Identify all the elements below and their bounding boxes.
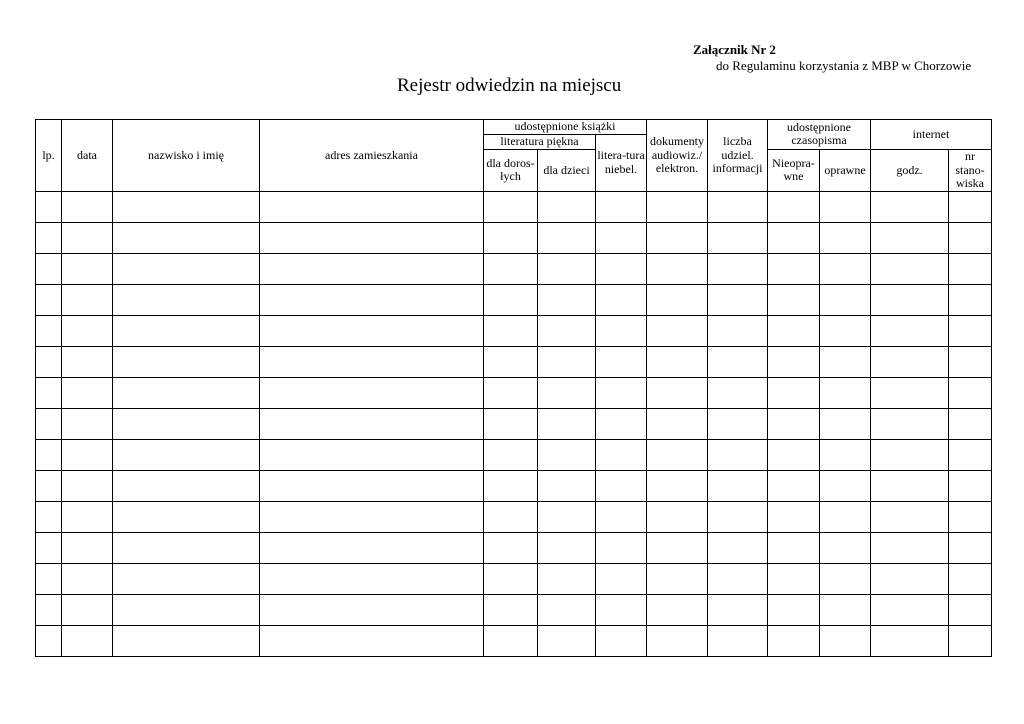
table-cell: [538, 316, 596, 347]
table-row: [36, 533, 992, 564]
table-cell: [647, 471, 708, 502]
table-cell: [484, 409, 538, 440]
table-cell: [768, 316, 820, 347]
table-cell: [768, 254, 820, 285]
table-cell: [708, 409, 768, 440]
table-cell: [36, 223, 62, 254]
table-cell: [708, 316, 768, 347]
table-cell: [949, 254, 992, 285]
table-cell: [36, 192, 62, 223]
table-cell: [260, 378, 484, 409]
table-cell: [484, 192, 538, 223]
table-cell: [708, 285, 768, 316]
table-cell: [484, 347, 538, 378]
table-cell: [62, 564, 113, 595]
table-cell: [949, 471, 992, 502]
table-cell: [949, 440, 992, 471]
table-cell: [538, 533, 596, 564]
table-cell: [949, 223, 992, 254]
table-cell: [647, 440, 708, 471]
table-cell: [538, 378, 596, 409]
table-cell: [647, 595, 708, 626]
table-cell: [768, 192, 820, 223]
table-cell: [768, 626, 820, 657]
table-cell: [871, 285, 949, 316]
table-cell: [113, 502, 260, 533]
table-cell: [36, 471, 62, 502]
table-cell: [871, 471, 949, 502]
table-cell: [708, 533, 768, 564]
table-cell: [647, 192, 708, 223]
header-subgroup-literatura: literatura piękna: [484, 135, 596, 150]
table-row: [36, 223, 992, 254]
table-cell: [484, 533, 538, 564]
table-cell: [949, 533, 992, 564]
table-cell: [36, 564, 62, 595]
table-cell: [596, 378, 647, 409]
table-cell: [596, 564, 647, 595]
table-cell: [647, 316, 708, 347]
header-niebel: litera-tura niebel.: [596, 135, 647, 192]
table-cell: [820, 595, 871, 626]
table-row: [36, 502, 992, 533]
table-cell: [820, 440, 871, 471]
table-cell: [820, 223, 871, 254]
table-cell: [647, 502, 708, 533]
table-cell: [949, 595, 992, 626]
table-cell: [768, 409, 820, 440]
table-cell: [647, 409, 708, 440]
table-cell: [62, 223, 113, 254]
table-cell: [36, 347, 62, 378]
table-cell: [260, 564, 484, 595]
table-cell: [820, 471, 871, 502]
table-cell: [768, 378, 820, 409]
header-nieoprawne: Nieopra-wne: [768, 149, 820, 191]
table-cell: [538, 502, 596, 533]
table-cell: [820, 285, 871, 316]
table-cell: [820, 347, 871, 378]
table-row: [36, 192, 992, 223]
table-cell: [596, 254, 647, 285]
table-cell: [596, 533, 647, 564]
table-cell: [820, 409, 871, 440]
visit-register-table: [35, 119, 992, 657]
table-cell: [36, 502, 62, 533]
table-cell: [596, 223, 647, 254]
header-godz: godz.: [871, 149, 949, 191]
header-lp: lp.: [36, 120, 62, 192]
table-cell: [949, 378, 992, 409]
table-cell: [113, 440, 260, 471]
annex-subtitle: do Regulaminu korzystania z MBP w Chorzowie: [716, 58, 972, 73]
table-cell: [260, 440, 484, 471]
table-cell: [260, 254, 484, 285]
table-cell: [36, 316, 62, 347]
table-cell: [484, 502, 538, 533]
table-cell: [36, 285, 62, 316]
header-group-internet: internet: [871, 120, 992, 150]
table-row: [36, 409, 992, 440]
table-cell: [596, 316, 647, 347]
table-row: [36, 347, 992, 378]
table-cell: [484, 254, 538, 285]
header-group-ksiazki: udostępnione książki: [484, 120, 647, 135]
table-cell: [949, 192, 992, 223]
table-cell: [871, 502, 949, 533]
table-cell: [113, 347, 260, 378]
table-cell: [62, 440, 113, 471]
table-cell: [949, 564, 992, 595]
table-cell: [768, 285, 820, 316]
table-cell: [596, 626, 647, 657]
table-cell: [708, 347, 768, 378]
table-cell: [596, 471, 647, 502]
table-cell: [484, 285, 538, 316]
table-cell: [820, 502, 871, 533]
header-oprawne: oprawne: [820, 149, 871, 191]
table-cell: [538, 440, 596, 471]
table-cell: [708, 564, 768, 595]
table-cell: [538, 471, 596, 502]
table-cell: [62, 471, 113, 502]
annex-title: Załącznik Nr 2: [693, 42, 776, 57]
table-cell: [113, 626, 260, 657]
table-cell: [708, 378, 768, 409]
table-cell: [113, 595, 260, 626]
table-cell: [596, 192, 647, 223]
table-cell: [768, 502, 820, 533]
table-cell: [871, 378, 949, 409]
table-cell: [708, 626, 768, 657]
header-nazwisko: nazwisko i imię: [113, 120, 260, 192]
table-cell: [62, 502, 113, 533]
table-cell: [596, 347, 647, 378]
table-cell: [768, 440, 820, 471]
table-cell: [708, 595, 768, 626]
table-cell: [62, 192, 113, 223]
table-cell: [36, 254, 62, 285]
table-cell: [260, 285, 484, 316]
table-cell: [949, 285, 992, 316]
table-cell: [260, 533, 484, 564]
table-cell: [538, 347, 596, 378]
table-cell: [260, 626, 484, 657]
header-dorosli: dla doros-łych: [484, 149, 538, 191]
table-cell: [62, 254, 113, 285]
table-cell: [484, 595, 538, 626]
table-cell: [484, 316, 538, 347]
table-cell: [538, 564, 596, 595]
table-cell: [768, 347, 820, 378]
table-cell: [871, 316, 949, 347]
table-cell: [113, 533, 260, 564]
table-cell: [768, 595, 820, 626]
table-cell: [62, 316, 113, 347]
header-dokumenty: dokumenty audiowiz./ elektron.: [647, 120, 708, 192]
header-adres: adres zamieszkania: [260, 120, 484, 192]
table-cell: [484, 440, 538, 471]
table-cell: [36, 626, 62, 657]
table-cell: [820, 254, 871, 285]
register-body: [36, 192, 992, 657]
table-row: [36, 316, 992, 347]
table-cell: [538, 626, 596, 657]
table-cell: [871, 595, 949, 626]
table-cell: [871, 347, 949, 378]
header-data: data: [62, 120, 113, 192]
table-cell: [113, 254, 260, 285]
table-cell: [62, 533, 113, 564]
table-cell: [647, 378, 708, 409]
table-row: [36, 626, 992, 657]
table-cell: [260, 409, 484, 440]
table-cell: [647, 254, 708, 285]
table-cell: [538, 192, 596, 223]
table-cell: [647, 533, 708, 564]
table-row: [36, 378, 992, 409]
table-cell: [484, 223, 538, 254]
table-cell: [708, 502, 768, 533]
table-cell: [596, 285, 647, 316]
table-cell: [871, 192, 949, 223]
table-cell: [113, 316, 260, 347]
table-cell: [647, 223, 708, 254]
table-cell: [538, 595, 596, 626]
table-cell: [768, 533, 820, 564]
table-cell: [768, 564, 820, 595]
table-cell: [820, 626, 871, 657]
table-cell: [538, 285, 596, 316]
header-group-czasopisma: udostępnione czasopisma: [768, 120, 871, 150]
table-cell: [260, 595, 484, 626]
table-cell: [260, 471, 484, 502]
table-cell: [62, 347, 113, 378]
table-cell: [113, 192, 260, 223]
table-cell: [260, 223, 484, 254]
table-cell: [538, 254, 596, 285]
table-row: [36, 254, 992, 285]
table-row: [36, 564, 992, 595]
table-cell: [596, 502, 647, 533]
table-row: [36, 285, 992, 316]
table-cell: [484, 378, 538, 409]
table-cell: [260, 347, 484, 378]
table-cell: [260, 192, 484, 223]
table-cell: [484, 564, 538, 595]
table-cell: [484, 626, 538, 657]
table-cell: [871, 533, 949, 564]
header-dzieci: dla dzieci: [538, 149, 596, 191]
table-cell: [871, 626, 949, 657]
table-cell: [820, 533, 871, 564]
table-cell: [113, 471, 260, 502]
table-row: [36, 595, 992, 626]
table-cell: [62, 285, 113, 316]
table-cell: [113, 285, 260, 316]
page-title: Rejestr odwiedzin na miejscu: [397, 75, 622, 96]
table-cell: [596, 409, 647, 440]
table-cell: [62, 378, 113, 409]
table-cell: [647, 285, 708, 316]
table-cell: [871, 254, 949, 285]
table-cell: [871, 409, 949, 440]
header-nr: nr stano-wiska: [949, 149, 992, 191]
table-cell: [647, 564, 708, 595]
table-cell: [36, 440, 62, 471]
table-cell: [62, 595, 113, 626]
table-cell: [820, 378, 871, 409]
table-cell: [820, 316, 871, 347]
table-cell: [949, 316, 992, 347]
table-cell: [708, 440, 768, 471]
table-cell: [596, 440, 647, 471]
table-row: [36, 440, 992, 471]
table-cell: [36, 533, 62, 564]
table-cell: [708, 254, 768, 285]
table-cell: [62, 409, 113, 440]
header-liczba: liczba udziel. informacji: [708, 120, 768, 192]
table-cell: [871, 223, 949, 254]
table-cell: [36, 595, 62, 626]
table-cell: [113, 409, 260, 440]
table-cell: [768, 471, 820, 502]
table-cell: [949, 347, 992, 378]
table-cell: [871, 440, 949, 471]
table-cell: [260, 502, 484, 533]
table-cell: [647, 626, 708, 657]
table-cell: [113, 223, 260, 254]
table-cell: [708, 223, 768, 254]
table-cell: [484, 471, 538, 502]
table-cell: [871, 564, 949, 595]
table-cell: [820, 564, 871, 595]
table-cell: [820, 192, 871, 223]
table-cell: [647, 347, 708, 378]
table-cell: [596, 595, 647, 626]
table-cell: [538, 409, 596, 440]
table-cell: [62, 626, 113, 657]
table-cell: [36, 409, 62, 440]
table-cell: [949, 502, 992, 533]
table-cell: [708, 192, 768, 223]
table-cell: [260, 316, 484, 347]
table-row: [36, 471, 992, 502]
table-cell: [113, 564, 260, 595]
table-cell: [949, 409, 992, 440]
table-cell: [949, 626, 992, 657]
table-cell: [113, 378, 260, 409]
table-cell: [768, 223, 820, 254]
table-cell: [538, 223, 596, 254]
table-cell: [36, 378, 62, 409]
table-cell: [708, 471, 768, 502]
